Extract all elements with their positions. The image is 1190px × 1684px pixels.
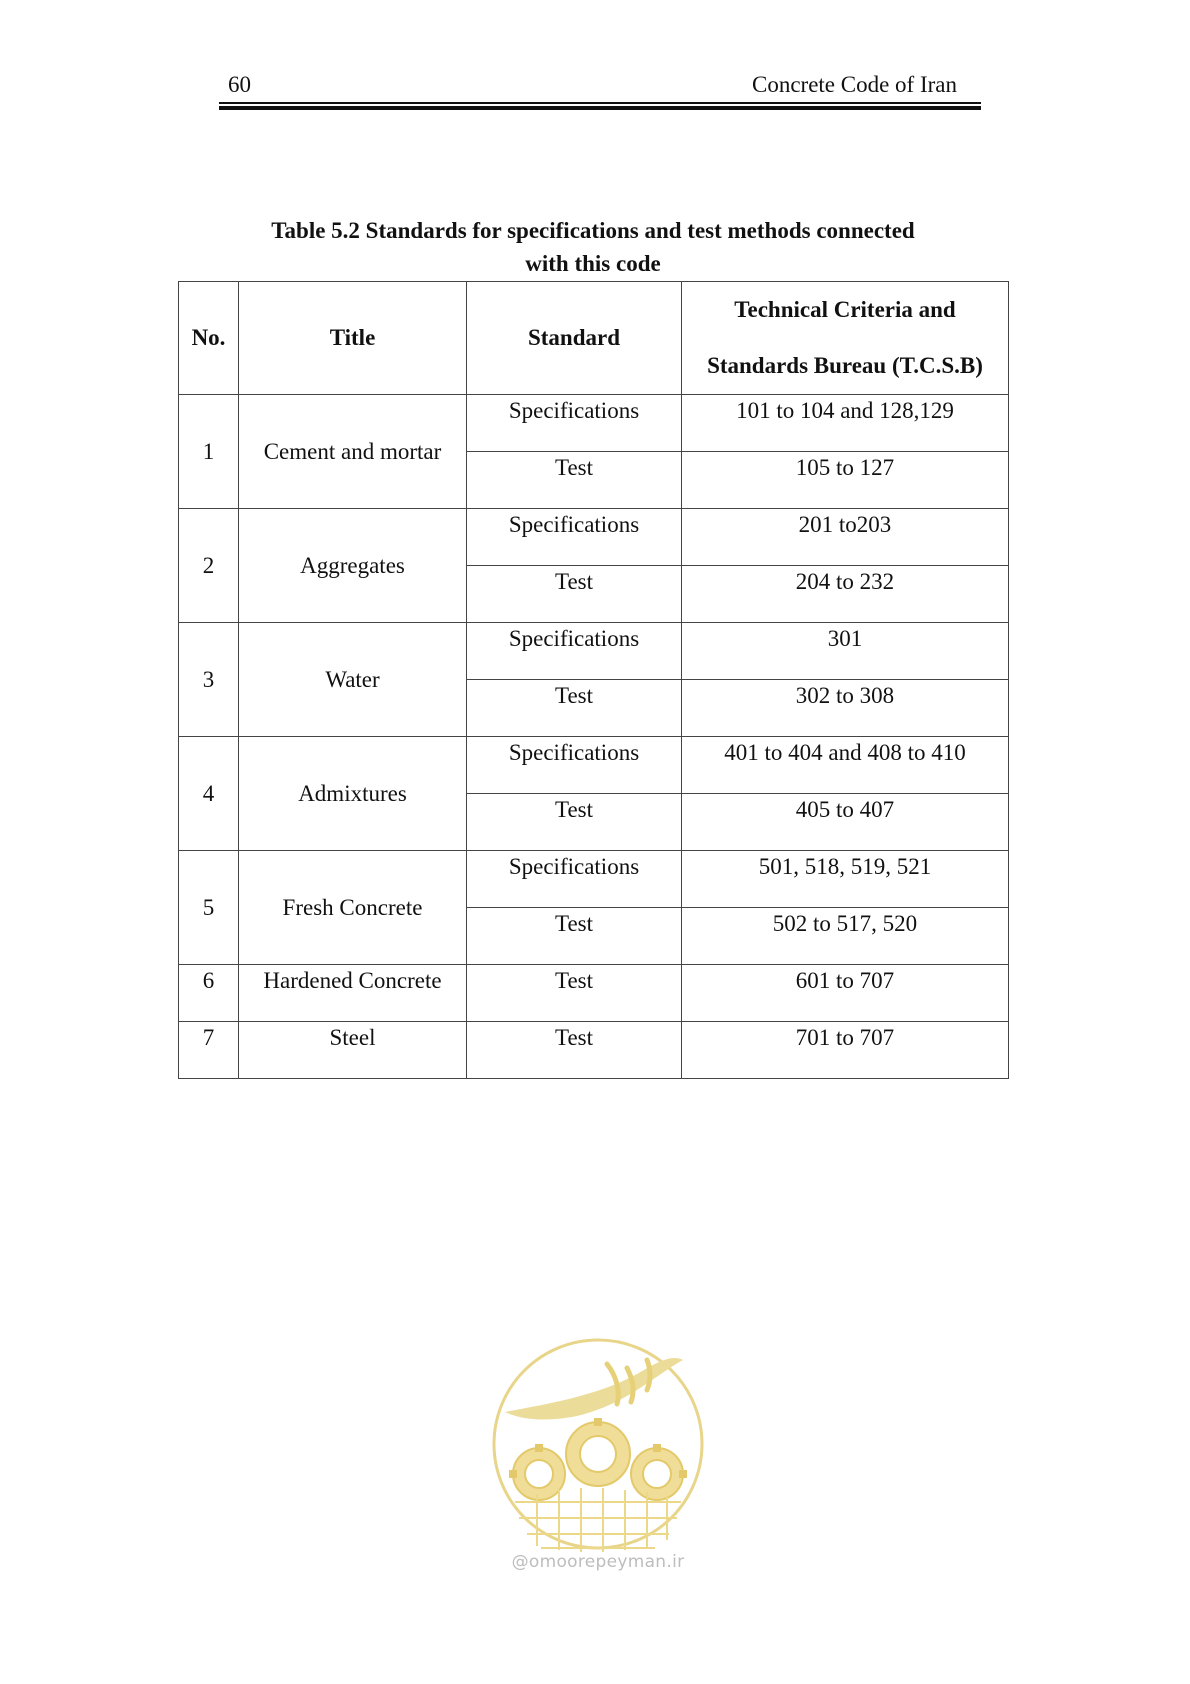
cell-tcsb: 405 to 407 [682, 794, 1009, 851]
page-number: 60 [228, 72, 251, 97]
cell-no: 5 [179, 851, 239, 965]
cell-title: Admixtures [239, 737, 467, 851]
cell-no: 3 [179, 623, 239, 737]
cell-standard: Test [467, 908, 682, 965]
cell-title: Hardened Concrete [239, 965, 467, 1022]
column-header-title: Title [239, 282, 467, 395]
cell-standard: Test [467, 794, 682, 851]
cell-no: 7 [179, 1022, 239, 1079]
table-row [179, 851, 1009, 908]
table-row [179, 395, 1009, 452]
cell-no: 4 [179, 737, 239, 851]
cell-standard: Test [467, 1022, 682, 1079]
header-rule-thin [219, 102, 981, 104]
column-header-tcsb-line1: Technical Criteria and [734, 297, 956, 322]
column-header-standard: Standard [467, 282, 682, 395]
table-caption [178, 214, 1008, 280]
table-row [179, 737, 1009, 794]
cell-title: Aggregates [239, 509, 467, 623]
watermark-caption: @omoorepeyman.ir [511, 1552, 685, 1572]
standards-table [178, 281, 1009, 1079]
cell-title: Fresh Concrete [239, 851, 467, 965]
cell-title: Steel [239, 1022, 467, 1079]
column-header-no: No. [179, 282, 239, 395]
cell-no: 2 [179, 509, 239, 623]
cell-title: Water [239, 623, 467, 737]
cell-tcsb: 101 to 104 and 128,129 [682, 395, 1009, 452]
cell-tcsb: 302 to 308 [682, 680, 1009, 737]
table-row [179, 965, 1009, 1022]
cell-standard: Test [467, 965, 682, 1022]
cell-tcsb: 201 to203 [682, 509, 1009, 566]
cell-tcsb: 301 [682, 623, 1009, 680]
cell-no: 6 [179, 965, 239, 1022]
cell-tcsb: 701 to 707 [682, 1022, 1009, 1079]
cell-tcsb: 401 to 404 and 408 to 410 [682, 737, 1009, 794]
cell-tcsb: 501, 518, 519, 521 [682, 851, 1009, 908]
column-header-tcsb [682, 282, 1009, 395]
cell-standard: Test [467, 452, 682, 509]
cell-no: 1 [179, 395, 239, 509]
table-header-row [179, 282, 1009, 395]
cell-standard: Test [467, 566, 682, 623]
cell-tcsb: 105 to 127 [682, 452, 1009, 509]
table-caption-line1: Table 5.2 Standards for specifications and test methods connected [271, 218, 915, 243]
column-header-tcsb-line2: Standards Bureau (T.C.S.B) [707, 353, 983, 378]
cell-standard: Specifications [467, 851, 682, 908]
cell-standard: Test [467, 680, 682, 737]
table-row [179, 623, 1009, 680]
watermark-logo [487, 1334, 709, 1574]
running-title: Concrete Code of Iran [751, 72, 957, 97]
cell-standard: Specifications [467, 509, 682, 566]
cell-standard: Specifications [467, 737, 682, 794]
table-caption-line2: with this code [525, 251, 661, 276]
table-row [179, 1022, 1009, 1079]
header-rule-thick [219, 106, 981, 110]
cell-standard: Specifications [467, 623, 682, 680]
cell-tcsb: 601 to 707 [682, 965, 1009, 1022]
cell-title: Cement and mortar [239, 395, 467, 509]
cell-tcsb: 502 to 517, 520 [682, 908, 1009, 965]
cell-standard: Specifications [467, 395, 682, 452]
cell-tcsb: 204 to 232 [682, 566, 1009, 623]
table-row [179, 509, 1009, 566]
